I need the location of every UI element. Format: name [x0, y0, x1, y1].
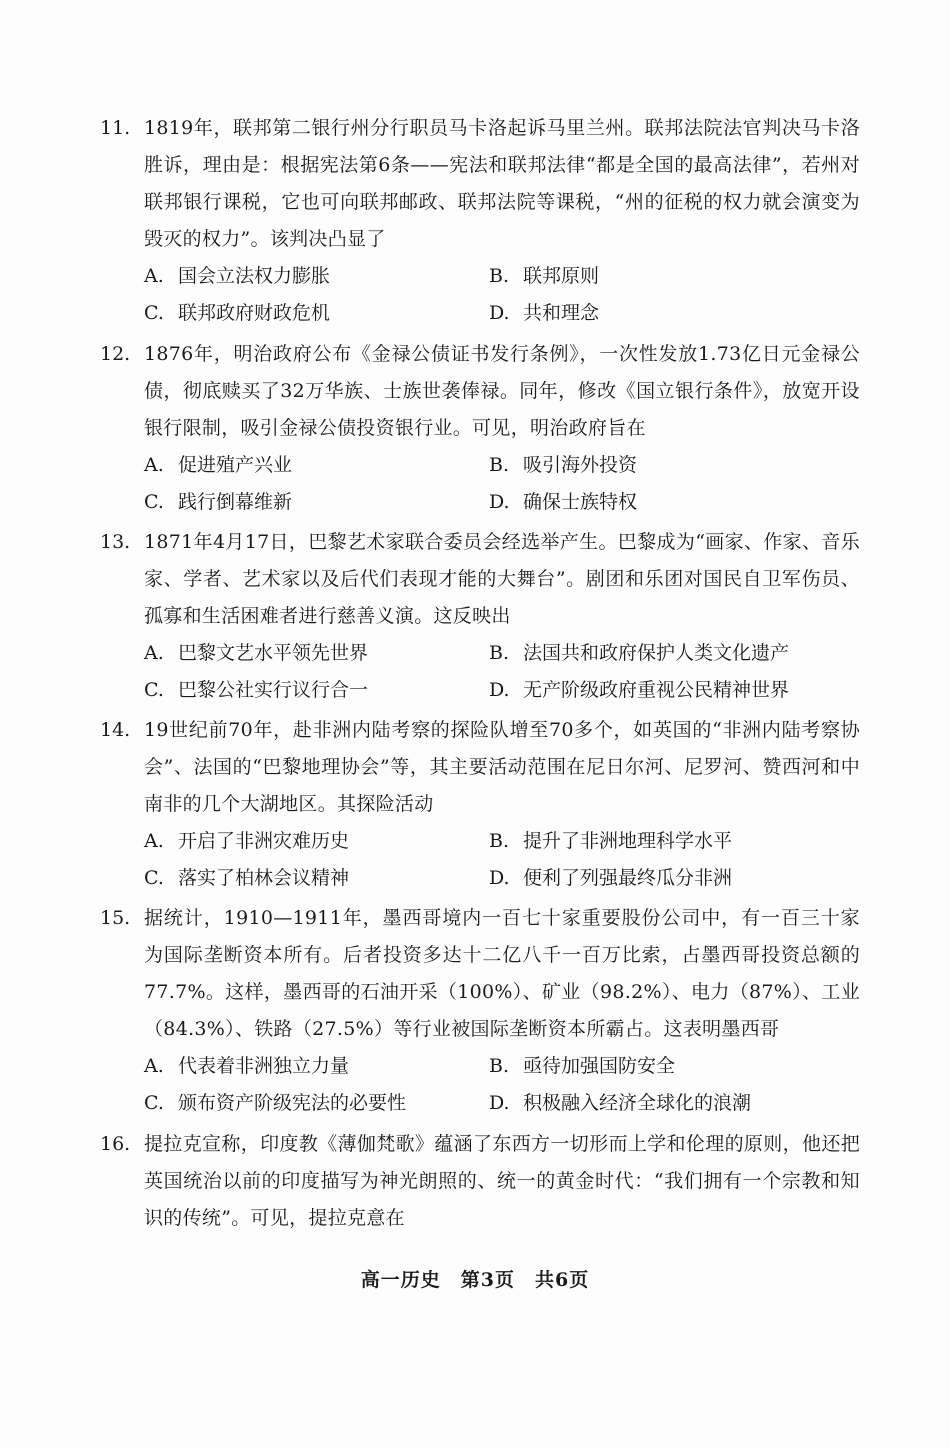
options: [144, 1048, 860, 1122]
options: [144, 447, 860, 521]
question-number: 14.: [100, 719, 131, 741]
question-number: 12.: [100, 343, 131, 365]
options: [144, 635, 860, 709]
page-footer: 高一历史 第3页 共6页: [360, 1269, 590, 1291]
question-stem: 提拉克宣称，印度教《薄伽梵歌》蕴涵了东西方一切形而上学和伦理的原则，他还把英国统治以前的印度描写为神光朗照的、统一的黄金时代：“我们拥有一个宗教和知识的传统”。可见，提拉克意在: [144, 1133, 860, 1229]
option-c: C. 联邦政府财政危机: [144, 302, 331, 324]
option-a: A. 代表着非洲独立力量: [144, 1055, 350, 1077]
option-b: B. 吸引海外投资: [489, 454, 638, 476]
option-c: C. 践行倒幕维新: [144, 491, 293, 513]
question-13: [100, 524, 860, 709]
option-b: B. 亟待加强国防安全: [489, 1055, 676, 1077]
option-c: C. 颁布资产阶级宪法的必要性: [144, 1092, 407, 1114]
question-stem: 19世纪前70年，赴非洲内陆考察的探险队增至70多个，如英国的“非洲内陆考察协会”、法国的“巴黎地理协会”等，其主要活动范围在尼日尔河、尼罗河、赞西河和中南非的几个大湖地区。其探险活动: [144, 719, 860, 815]
question-11: [100, 110, 860, 332]
question-15: [100, 900, 860, 1122]
option-a: A. 开启了非洲灾难历史: [144, 830, 350, 852]
question-number: 11.: [100, 117, 131, 139]
option-a: A. 国会立法权力膨胀: [144, 265, 331, 287]
option-a: A. 促进殖产兴业: [144, 454, 293, 476]
options: [144, 258, 860, 332]
question-12: [100, 336, 860, 521]
option-b: B. 法国共和政府保护人类文化遗产: [489, 642, 790, 664]
option-b: B. 提升了非洲地理科学水平: [489, 830, 733, 852]
options: [144, 823, 860, 897]
question-number: 13.: [100, 531, 131, 553]
option-d: D. 确保士族特权: [489, 491, 638, 513]
question-stem: 1819年，联邦第二银行州分行职员马卡洛起诉马里兰州。联邦法院法官判决马卡洛胜诉，理由是：根据宪法第6条——宪法和联邦法律“都是全国的最高法律”，若州对联邦银行课税，它也可向联邦邮政、联邦法院等课税，“州的征税的权力就会演变为毁灭的权力”。该判决凸显了: [144, 117, 860, 250]
question-14: [100, 712, 860, 897]
option-b: B. 联邦原则: [489, 265, 600, 287]
option-d: D. 积极融入经济全球化的浪潮: [489, 1092, 752, 1114]
question-number: 16.: [100, 1133, 131, 1155]
question-stem: 1876年，明治政府公布《金禄公债证书发行条例》，一次性发放1.73亿日元金禄公债，彻底赎买了32万华族、士族世袭俸禄。同年，修改《国立银行条件》，放宽开设银行限制，吸引金禄公债投资银行业。可见，明治政府旨在: [144, 343, 860, 439]
question-16: [100, 1126, 860, 1237]
question-stem: 据统计，1910—1911年，墨西哥境内一百七十家重要股份公司中，有一百三十家为国际垄断资本所有。后者投资多达十二亿八千一百万比索，占墨西哥投资总额的77.7%。这样，墨西哥的石油开采（100%）、矿业（98.2%）、电力（87%）、工业（84.3%）、铁路（27.5%）等行业被国际垄断资本所霸占。这表明墨西哥: [144, 907, 860, 1040]
option-c: C. 巴黎公社实行议行合一: [144, 679, 369, 701]
option-d: D. 便利了列强最终瓜分非洲: [489, 867, 733, 889]
question-number: 15.: [100, 907, 131, 929]
option-d: D. 共和理念: [489, 302, 600, 324]
option-a: A. 巴黎文艺水平领先世界: [144, 642, 369, 664]
option-c: C. 落实了柏林会议精神: [144, 867, 350, 889]
question-stem: 1871年4月17日，巴黎艺术家联合委员会经选举产生。巴黎成为“画家、作家、音乐家、学者、艺术家以及后代们表现才能的大舞台”。剧团和乐团对国民自卫军伤员、孤寡和生活困难者进行慈善义演。这反映出: [144, 531, 860, 627]
option-d: D. 无产阶级政府重视公民精神世界: [489, 679, 790, 701]
